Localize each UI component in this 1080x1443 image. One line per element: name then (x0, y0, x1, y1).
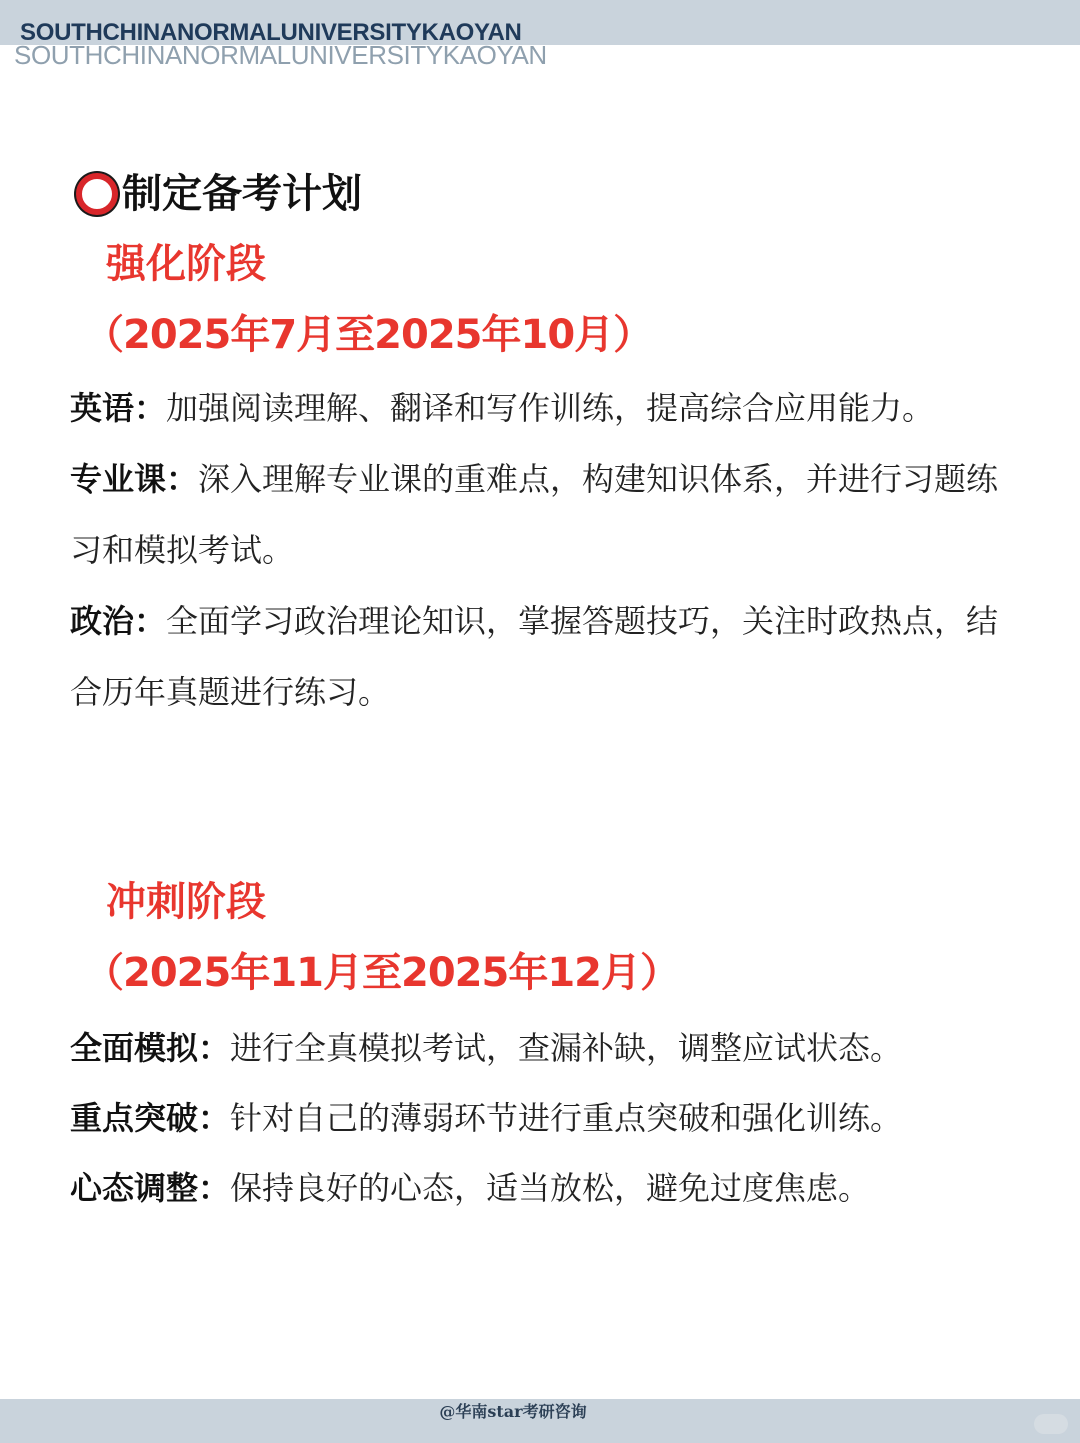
section-heading (76, 168, 362, 220)
item-text: 加强阅读理解、翻译和写作训练，提高综合应用能力。 (166, 389, 935, 427)
banner-title: SOUTHCHINANORMALUNIVERSITYKAOYAN (20, 19, 522, 46)
item-label: 专业课： (70, 460, 199, 498)
item-label: 重点突破： (70, 1099, 231, 1137)
footer-watermark: @华南star考研咨询 (439, 1402, 587, 1421)
stage-title-sprint: 冲刺阶段 (106, 879, 266, 925)
stage1-item-english (70, 373, 1020, 444)
stage1-item-major (70, 444, 1020, 586)
item-text: 深入理解专业课的重难点，构建知识体系，并进行习题练习和模拟考试。 (70, 460, 999, 569)
stage2-item-mock-exam (70, 1013, 1020, 1084)
banner-shadow-title: SOUTHCHINANORMALUNIVERSITYKAOYAN (14, 40, 547, 70)
stage2-item-mindset (70, 1153, 1020, 1224)
item-text: 针对自己的薄弱环节进行重点突破和强化训练。 (230, 1099, 903, 1137)
item-label: 全面模拟： (70, 1029, 231, 1067)
stage-dates-strengthening: （2025年7月至2025年10月） (84, 312, 653, 358)
item-label: 政治： (70, 602, 167, 640)
item-text: 全面学习政治理论知识，掌握答题技巧，关注时政热点，结合历年真题进行练习。 (70, 602, 999, 711)
stage1-item-politics (70, 586, 1020, 728)
stage-dates-sprint: （2025年11月至2025年12月） (84, 950, 679, 996)
hollow-red-circle-icon (76, 173, 118, 215)
item-label: 英语： (70, 389, 167, 427)
section-title: 制定备考计划 (122, 171, 362, 217)
item-text: 进行全真模拟考试，查漏补缺，调整应试状态。 (230, 1029, 903, 1067)
stage2-item-key-breakthrough (70, 1083, 1020, 1154)
item-label: 心态调整： (70, 1169, 231, 1207)
corner-badge (1034, 1414, 1068, 1434)
item-text: 保持良好的心态，适当放松，避免过度焦虑。 (230, 1169, 871, 1207)
stage-title-strengthening: 强化阶段 (106, 241, 266, 287)
